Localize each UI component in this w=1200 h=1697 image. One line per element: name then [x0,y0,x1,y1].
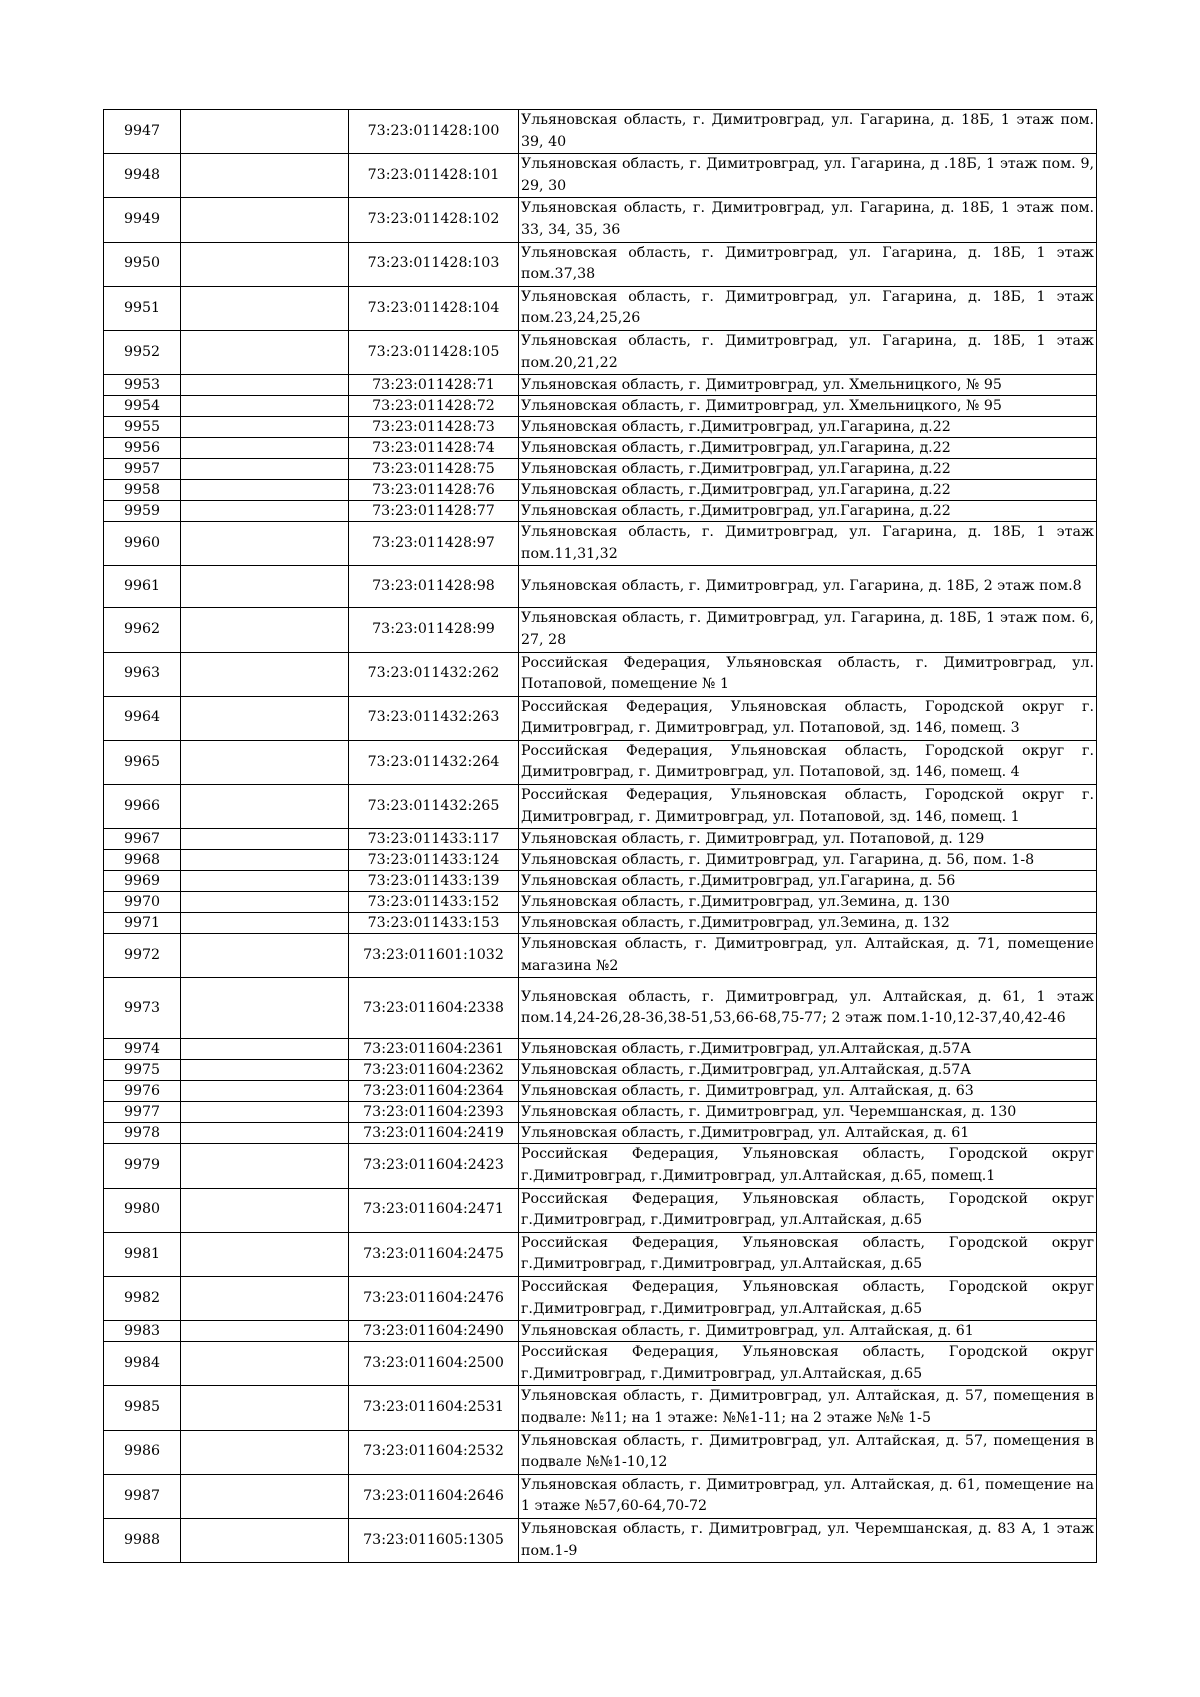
cadastral-number-cell: 73:23:011428:98 [349,566,519,608]
empty-cell [181,1232,349,1276]
address-cell: Ульяновская область, г. Димитровград, ул. Гагарина, д. 18Б, 1 этаж пом.20,21,22 [519,330,1097,374]
address-cell: Ульяновская область, г. Димитровград, ул. Хмельницкого, № 95 [519,396,1097,417]
empty-cell [181,740,349,784]
empty-cell [181,934,349,978]
row-number-cell: 9961 [104,566,181,608]
empty-cell [181,652,349,696]
row-number-cell: 9966 [104,785,181,829]
empty-cell [181,1188,349,1232]
row-number-cell: 9971 [104,913,181,934]
row-number-cell: 9950 [104,242,181,286]
empty-cell [181,1321,349,1342]
empty-cell [181,1386,349,1430]
row-number-cell: 9953 [104,375,181,396]
empty-cell [181,396,349,417]
address-cell: Ульяновская область, г. Димитровград, ул. Гагарина, д. 18Б, 1 этаж пом.23,24,25,26 [519,286,1097,330]
empty-cell [181,829,349,850]
table-row [104,785,1097,829]
table-row [104,438,1097,459]
row-number-cell: 9957 [104,459,181,480]
table-row [104,375,1097,396]
empty-cell [181,892,349,913]
table-row [104,154,1097,198]
address-cell: Российская Федерация, Ульяновская область, Городской округ г. Димитровград, г. Димитровград, ул. Потаповой, зд. 146, помещ. 1 [519,785,1097,829]
table-row [104,1081,1097,1102]
empty-cell [181,501,349,522]
cadastral-number-cell: 73:23:011432:265 [349,785,519,829]
cadastral-number-cell: 73:23:011433:139 [349,871,519,892]
empty-cell [181,459,349,480]
cadastral-number-cell: 73:23:011428:102 [349,198,519,242]
empty-cell [181,522,349,566]
cadastral-number-cell: 73:23:011604:2471 [349,1188,519,1232]
cadastral-number-cell: 73:23:011433:152 [349,892,519,913]
table-row [104,396,1097,417]
empty-cell [181,1144,349,1188]
registry-body [104,110,1097,1563]
row-number-cell: 9986 [104,1430,181,1474]
address-cell: Ульяновская область, г.Димитровград, ул.Гагарина, д. 56 [519,871,1097,892]
row-number-cell: 9984 [104,1342,181,1386]
address-cell: Российская Федерация, Ульяновская область, Городской округ г.Димитровград, г.Димитровград, ул.Алтайская, д.65 [519,1277,1097,1321]
empty-cell [181,871,349,892]
empty-cell [181,1430,349,1474]
address-cell: Ульяновская область, г.Димитровград, ул.Алтайская, д.57А [519,1060,1097,1081]
address-cell: Ульяновская область, г. Димитровград, ул. Гагарина, д. 18Б, 1 этаж пом. 33, 34, 35, 36 [519,198,1097,242]
empty-cell [181,608,349,652]
address-cell: Ульяновская область, г. Димитровград, ул. Потаповой, д. 129 [519,829,1097,850]
row-number-cell: 9988 [104,1518,181,1562]
cadastral-number-cell: 73:23:011604:2338 [349,978,519,1039]
cadastral-number-cell: 73:23:011428:101 [349,154,519,198]
table-row [104,242,1097,286]
cadastral-number-cell: 73:23:011604:2419 [349,1123,519,1144]
row-number-cell: 9954 [104,396,181,417]
cadastral-number-cell: 73:23:011433:124 [349,850,519,871]
table-row [104,1102,1097,1123]
empty-cell [181,850,349,871]
row-number-cell: 9947 [104,110,181,154]
cadastral-number-cell: 73:23:011428:76 [349,480,519,501]
cadastral-number-cell: 73:23:011428:72 [349,396,519,417]
address-cell: Российская Федерация, Ульяновская область, Городской округ г.Димитровград, г.Димитровград, ул.Алтайская, д.65, помещ.1 [519,1144,1097,1188]
empty-cell [181,1060,349,1081]
cadastral-number-cell: 73:23:011604:2531 [349,1386,519,1430]
table-row [104,1321,1097,1342]
cadastral-number-cell: 73:23:011601:1032 [349,934,519,978]
empty-cell [181,375,349,396]
cadastral-number-cell: 73:23:011432:264 [349,740,519,784]
row-number-cell: 9972 [104,934,181,978]
address-cell: Российская Федерация, Ульяновская область, Городской округ г. Димитровград, г. Димитровград, ул. Потаповой, зд. 146, помещ. 4 [519,740,1097,784]
empty-cell [181,154,349,198]
table-row [104,1188,1097,1232]
address-cell: Ульяновская область, г. Димитровград, ул. Черемшанская, д. 130 [519,1102,1097,1123]
empty-cell [181,1342,349,1386]
table-row [104,522,1097,566]
table-row [104,1386,1097,1430]
table-row [104,480,1097,501]
address-cell: Ульяновская область, г. Димитровград, ул. Алтайская, д. 61, помещение на 1 этаже №57,60-64,70-72 [519,1474,1097,1518]
empty-cell [181,1277,349,1321]
empty-cell [181,1081,349,1102]
row-number-cell: 9963 [104,652,181,696]
row-number-cell: 9951 [104,286,181,330]
table-row [104,501,1097,522]
cadastral-number-cell: 73:23:011428:71 [349,375,519,396]
address-cell: Ульяновская область, г. Димитровград, ул. Гагарина, д. 18Б, 1 этаж пом.11,31,32 [519,522,1097,566]
row-number-cell: 9956 [104,438,181,459]
table-row [104,417,1097,438]
table-row [104,1232,1097,1276]
table-row [104,652,1097,696]
address-cell: Российская Федерация, Ульяновская область, г. Димитровград, ул. Потаповой, помещение № 1 [519,652,1097,696]
table-row [104,1430,1097,1474]
row-number-cell: 9973 [104,978,181,1039]
cadastral-number-cell: 73:23:011428:74 [349,438,519,459]
row-number-cell: 9981 [104,1232,181,1276]
row-number-cell: 9976 [104,1081,181,1102]
table-row [104,1474,1097,1518]
row-number-cell: 9968 [104,850,181,871]
address-cell: Ульяновская область, г. Димитровград, ул. Гагарина, д. 18Б, 1 этаж пом. 6, 27, 28 [519,608,1097,652]
empty-cell [181,330,349,374]
row-number-cell: 9959 [104,501,181,522]
row-number-cell: 9983 [104,1321,181,1342]
address-cell: Ульяновская область, г. Димитровград, ул. Алтайская, д. 61, 1 этаж пом.14,24-26,28-36,38-51,53,66-68,75-77; 2 этаж пом.1-10,12-37,40,42-46 [519,978,1097,1039]
table-row [104,1518,1097,1562]
cadastral-number-cell: 73:23:011428:75 [349,459,519,480]
cadastral-number-cell: 73:23:011428:97 [349,522,519,566]
empty-cell [181,286,349,330]
address-cell: Российская Федерация, Ульяновская область, Городской округ г. Димитровград, г. Димитровград, ул. Потаповой, зд. 146, помещ. 3 [519,696,1097,740]
cadastral-number-cell: 73:23:011428:77 [349,501,519,522]
cadastral-number-cell: 73:23:011604:2476 [349,1277,519,1321]
row-number-cell: 9977 [104,1102,181,1123]
row-number-cell: 9964 [104,696,181,740]
cadastral-number-cell: 73:23:011428:100 [349,110,519,154]
row-number-cell: 9978 [104,1123,181,1144]
cadastral-number-cell: 73:23:011428:105 [349,330,519,374]
address-cell: Ульяновская область, г. Димитровград, ул. Гагарина, д. 56, пом. 1-8 [519,850,1097,871]
row-number-cell: 9969 [104,871,181,892]
address-cell: Ульяновская область, г. Димитровград, ул. Гагарина, д. 18Б, 2 этаж пом.8 [519,566,1097,608]
cadastral-number-cell: 73:23:011604:2361 [349,1039,519,1060]
table-row [104,978,1097,1039]
cadastral-number-cell: 73:23:011432:262 [349,652,519,696]
address-cell: Ульяновская область, г. Димитровград, ул. Гагарина, д. 18Б, 1 этаж пом. 39, 40 [519,110,1097,154]
cadastral-number-cell: 73:23:011428:104 [349,286,519,330]
empty-cell [181,438,349,459]
table-row [104,1039,1097,1060]
table-row [104,110,1097,154]
address-cell: Ульяновская область, г. Димитровград, ул. Алтайская, д. 63 [519,1081,1097,1102]
cadastral-number-cell: 73:23:011433:117 [349,829,519,850]
row-number-cell: 9975 [104,1060,181,1081]
empty-cell [181,417,349,438]
empty-cell [181,913,349,934]
row-number-cell: 9970 [104,892,181,913]
address-cell: Ульяновская область, г.Димитровград, ул.Земина, д. 130 [519,892,1097,913]
empty-cell [181,1123,349,1144]
address-cell: Российская Федерация, Ульяновская область, Городской округ г.Димитровград, г.Димитровград, ул.Алтайская, д.65 [519,1232,1097,1276]
empty-cell [181,242,349,286]
empty-cell [181,1518,349,1562]
row-number-cell: 9962 [104,608,181,652]
row-number-cell: 9948 [104,154,181,198]
table-row [104,1277,1097,1321]
row-number-cell: 9974 [104,1039,181,1060]
empty-cell [181,696,349,740]
table-row [104,566,1097,608]
table-row [104,330,1097,374]
cadastral-number-cell: 73:23:011604:2500 [349,1342,519,1386]
address-cell: Российская Федерация, Ульяновская область, Городской округ г.Димитровград, г.Димитровград, ул.Алтайская, д.65 [519,1188,1097,1232]
cadastral-number-cell: 73:23:011604:2532 [349,1430,519,1474]
cadastral-number-cell: 73:23:011433:153 [349,913,519,934]
row-number-cell: 9979 [104,1144,181,1188]
address-cell: Ульяновская область, г. Димитровград, ул. Алтайская, д. 57, помещения в подвале: №11; на 1 этаже: №№1-11; на 2 этаже №№ 1-5 [519,1386,1097,1430]
row-number-cell: 9967 [104,829,181,850]
cadastral-number-cell: 73:23:011428:103 [349,242,519,286]
table-row [104,829,1097,850]
address-cell: Ульяновская область, г.Димитровград, ул.Гагарина, д.22 [519,480,1097,501]
address-cell: Ульяновская область, г. Димитровград, ул. Хмельницкого, № 95 [519,375,1097,396]
address-cell: Ульяновская область, г.Димитровград, ул. Алтайская, д. 61 [519,1123,1097,1144]
address-cell: Ульяновская область, г.Димитровград, ул.Гагарина, д.22 [519,459,1097,480]
row-number-cell: 9980 [104,1188,181,1232]
table-row [104,198,1097,242]
cadastral-number-cell: 73:23:011604:2423 [349,1144,519,1188]
table-row [104,1144,1097,1188]
cadastral-number-cell: 73:23:011604:2490 [349,1321,519,1342]
address-cell: Ульяновская область, г. Димитровград, ул. Алтайская, д. 61 [519,1321,1097,1342]
table-row [104,740,1097,784]
address-cell: Ульяновская область, г.Димитровград, ул.Алтайская, д.57А [519,1039,1097,1060]
address-cell: Ульяновская область, г. Димитровград, ул. Гагарина, д .18Б, 1 этаж пом. 9, 29, 30 [519,154,1097,198]
table-row [104,1123,1097,1144]
cadastral-number-cell: 73:23:011432:263 [349,696,519,740]
table-row [104,286,1097,330]
cadastral-number-cell: 73:23:011428:73 [349,417,519,438]
empty-cell [181,566,349,608]
address-cell: Ульяновская область, г.Димитровград, ул.Гагарина, д.22 [519,417,1097,438]
row-number-cell: 9960 [104,522,181,566]
address-cell: Ульяновская область, г.Димитровград, ул.Гагарина, д.22 [519,501,1097,522]
empty-cell [181,1102,349,1123]
row-number-cell: 9958 [104,480,181,501]
row-number-cell: 9982 [104,1277,181,1321]
cadastral-number-cell: 73:23:011604:2393 [349,1102,519,1123]
cadastral-number-cell: 73:23:011604:2362 [349,1060,519,1081]
address-cell: Ульяновская область, г. Димитровград, ул. Гагарина, д. 18Б, 1 этаж пом.37,38 [519,242,1097,286]
cadastral-number-cell: 73:23:011605:1305 [349,1518,519,1562]
empty-cell [181,785,349,829]
empty-cell [181,480,349,501]
property-registry-table [103,109,1097,1563]
table-row [104,1060,1097,1081]
address-cell: Ульяновская область, г.Димитровград, ул.Земина, д. 132 [519,913,1097,934]
address-cell: Российская Федерация, Ульяновская область, Городской округ г.Димитровград, г.Димитровград, ул.Алтайская, д.65 [519,1342,1097,1386]
cadastral-number-cell: 73:23:011604:2364 [349,1081,519,1102]
address-cell: Ульяновская область, г.Димитровград, ул.Гагарина, д.22 [519,438,1097,459]
row-number-cell: 9955 [104,417,181,438]
table-row [104,934,1097,978]
address-cell: Ульяновская область, г. Димитровград, ул. Алтайская, д. 57, помещения в подвале №№1-10,12 [519,1430,1097,1474]
address-cell: Ульяновская область, г. Димитровград, ул. Черемшанская, д. 83 А, 1 этаж пом.1-9 [519,1518,1097,1562]
table-row [104,459,1097,480]
table-row [104,892,1097,913]
cadastral-number-cell: 73:23:011428:99 [349,608,519,652]
table-row [104,850,1097,871]
row-number-cell: 9949 [104,198,181,242]
address-cell: Ульяновская область, г. Димитровград, ул. Алтайская, д. 71, помещение магазина №2 [519,934,1097,978]
cadastral-number-cell: 73:23:011604:2646 [349,1474,519,1518]
row-number-cell: 9965 [104,740,181,784]
empty-cell [181,978,349,1039]
empty-cell [181,198,349,242]
cadastral-number-cell: 73:23:011604:2475 [349,1232,519,1276]
table-row [104,696,1097,740]
table-row [104,608,1097,652]
empty-cell [181,1474,349,1518]
empty-cell [181,110,349,154]
table-row [104,871,1097,892]
table-row [104,1342,1097,1386]
table-row [104,913,1097,934]
empty-cell [181,1039,349,1060]
row-number-cell: 9985 [104,1386,181,1430]
row-number-cell: 9952 [104,330,181,374]
row-number-cell: 9987 [104,1474,181,1518]
